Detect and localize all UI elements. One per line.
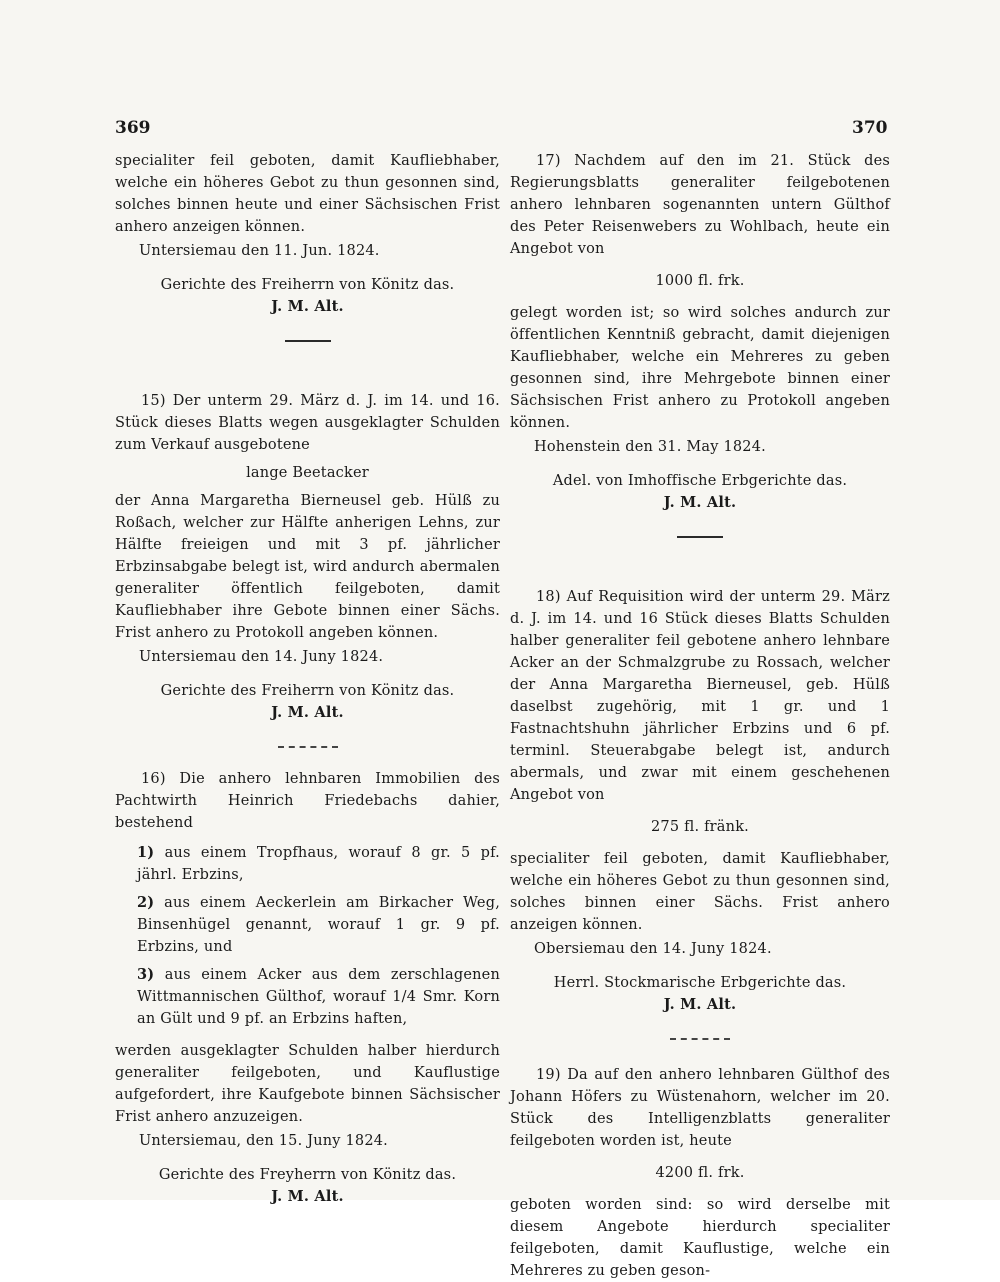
notice-15-title: lange Beetacker [246, 465, 369, 481]
notice-17-text: 17) Nachdem auf den im 21. Stück des Regierungsblatts generaliter feilgebotenen anhero lehnbaren sogenannten untern Gülthof des Peter Reisenwebers zu Wohlbach, heute ein Angebot von [510, 153, 890, 257]
right-column [510, 150, 890, 1282]
section-divider [670, 1038, 730, 1040]
notice-17-signature: J. M. Alt. [663, 494, 737, 511]
intro-court: Gerichte des Freiherrn von Könitz das. [160, 277, 455, 293]
notice-18-dateline: Obersiemau den 14. Juny 1824. [534, 941, 772, 957]
list-item: 1) aus einem Tropfhaus, worauf 8 gr. 5 pf. jährl. Erbzins, [137, 844, 500, 883]
notice-15-court: Gerichte des Freiherrn von Könitz das. [160, 683, 455, 699]
page-number-right: 370 [852, 118, 888, 138]
notice-15-body: der Anna Margaretha Bierneusel geb. Hülß zu Roßach, welcher zur Hälfte anherigen Lehns, zur Hälfte freieigen und mit 3 pf. jährlicher Erbzinsabgabe belegt ist, wird andurch abermalen generaliter öffentlich feilgeboten, damit Kaufliebhaber ihre Gebote binnen einer Sächs. Frist anhero zu Protokoll angeben können. [115, 493, 500, 641]
notice-19-price: 4200 fl. frk. [655, 1165, 745, 1181]
list-item: 2) aus einem Aeckerlein am Birkacher Weg, Binsenhügel genannt, worauf 1 gr. 9 pf. Erbzins, und [137, 894, 500, 955]
notice-17-body: gelegt worden ist; so wird solches andurch zur öffentlichen Kenntniß gebracht, damit diejenigen Kaufliebhaber, welche ein Mehreres zu geben gesonnen sind, ihre Mehrgebote binnen einer Sächsischen Frist anhero zu Protokoll angeben können. [510, 305, 890, 431]
notice-17-court: Adel. von Imhoffische Erbgerichte das. [552, 473, 848, 489]
notice-17-dateline: Hohenstein den 31. May 1824. [534, 439, 766, 455]
notice-19-text: 19) Da auf den anhero lehnbaren Gülthof des Johann Höfers zu Wüstenahorn, welcher im 20. Stück des Intelligenzblatts generaliter feilgeboten worden ist, heute [510, 1067, 890, 1149]
list-item: 3) aus einem Acker aus dem zerschlagenen Wittmannischen Gülthof, worauf 1/4 Smr. Korn an Gült und 9 pf. an Erbzins haften, [137, 966, 500, 1027]
left-column [115, 150, 500, 1212]
section-divider [278, 746, 338, 748]
notice-18-signature: J. M. Alt. [663, 996, 737, 1013]
notice-16-signature: J. M. Alt. [271, 1188, 344, 1205]
section-divider [677, 536, 723, 538]
section-divider [285, 340, 331, 342]
notice-18-court: Herrl. Stockmarische Erbgerichte das. [553, 975, 847, 991]
notice-18-body: specialiter feil geboten, damit Kaufliebhaber, welche ein höheres Gebot zu thun gesonnen sind, solches binnen einer Sächs. Frist anhero anzeigen können. [510, 851, 890, 933]
notice-15-signature: J. M. Alt. [271, 704, 344, 721]
notice-16-dateline: Untersiemau, den 15. Juny 1824. [139, 1133, 388, 1149]
notice-15-dateline: Untersiemau den 14. Juny 1824. [139, 649, 384, 665]
intro-paragraph: specialiter feil geboten, damit Kaufliebhaber, welche ein höheres Gebot zu thun gesonnen sind, solches binnen heute und einer Sächsischen Frist anhero anzeigen können. [115, 153, 500, 235]
notice-16-body: werden ausgeklagter Schulden halber hierdurch generaliter feilgeboten, und Kauflustige aufgefordert, ihre Kaufgebote binnen Sächsischer Frist anhero anzuzeigen. [115, 1043, 500, 1125]
notice-15-text: 15) Der unterm 29. März d. J. im 14. und 16. Stück dieses Blatts wegen ausgeklagter Schulden zum Verkauf ausgebotene [115, 393, 500, 453]
notice-17-price: 1000 fl. frk. [655, 273, 745, 289]
notice-18-text: 18) Auf Requisition wird der unterm 29. März d. J. im 14. und 16 Stück dieses Blatts Schulden halber generaliter feil gebotene anhero lehnbare Acker an der Schmalzgrube zu Rossach, welcher der Anna Margaretha Bierneusel, geb. Hülß daselbst zugehörig, mit 1 gr. und 1 Fastnachtshuhn jährlicher Erbzins und 6 pf. terminl. Steuerabgabe belegt ist, andurch abermals, und zwar mit einem geschehenen Angebot von [510, 589, 890, 803]
notice-16-court: Gerichte des Freyherrn von Könitz das. [158, 1167, 457, 1183]
page-number-left: 369 [115, 118, 151, 138]
intro-dateline: Untersiemau den 11. Jun. 1824. [139, 243, 380, 259]
notice-19-body: geboten worden sind: so wird derselbe mit diesem Angebote hierdurch specialiter feilgeboten, damit Kauflustige, welche ein Mehreres zu geben geson- [510, 1197, 890, 1279]
intro-signature: J. M. Alt. [271, 298, 344, 315]
notice-18-price: 275 fl. fränk. [651, 819, 749, 835]
notice-16-text: 16) Die anhero lehnbaren Immobilien des Pachtwirth Heinrich Friedebachs dahier, bestehend [115, 771, 500, 831]
notice-16-items [115, 842, 500, 1030]
